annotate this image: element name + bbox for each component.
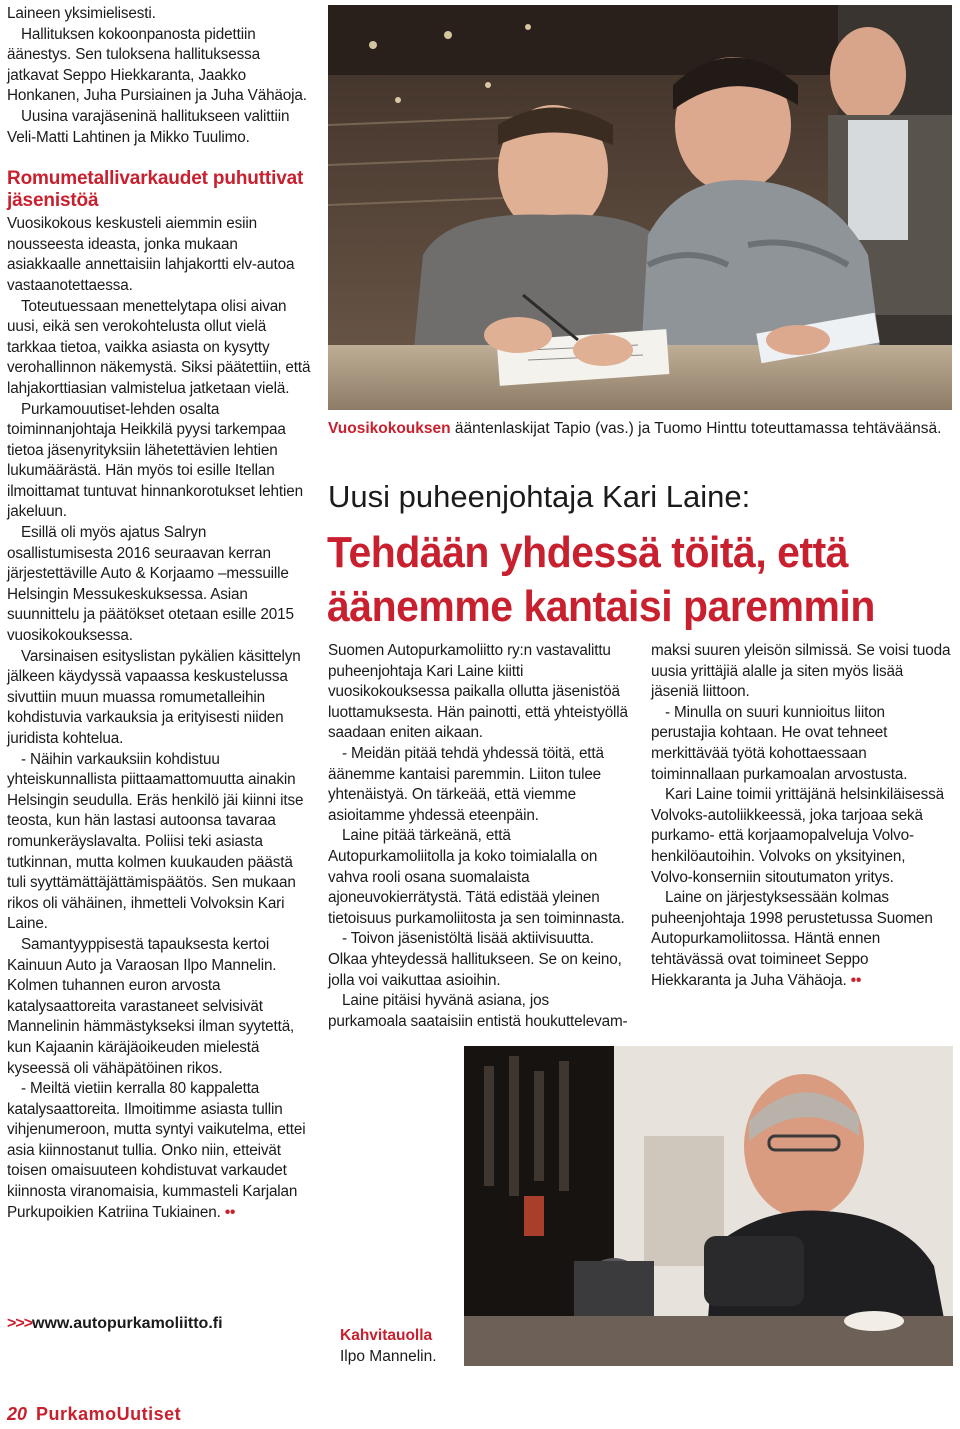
article-headline: Tehdään yhdessä töitä, että äänemme kantaisi paremmin [327, 528, 875, 631]
caption-lead: Kahvitauolla [340, 1327, 433, 1344]
body-paragraph: Esillä oli myös ajatus Salryn osallistumisesta 2016 seuraavan kerran järjestettäville Auto & Korjaamo –messuille Helsingin Messukeskuksessa. Asian suunnittelu ja päätökset otetaan esille 2015 vuosikokouksessa. [7, 524, 294, 645]
photo-vote-counters [328, 5, 952, 410]
bottom-photo-caption [340, 1325, 458, 1367]
body-paragraph: Purkamouutiset-lehden osalta toiminnanjohtaja Heikkilä pyysi tarkempaa tietoa jäsenyrityksiin lähetettävien lehtien lukumäärästä. Hän myös toi esille Itellan ilmoittamat tuntuvat hinnankorotukset lehtien jakeluun. [7, 400, 303, 521]
end-mark: •• [850, 971, 862, 989]
intro-paragraph: Uusina varajäseninä hallitukseen valittiin Veli-Matti Lahtinen ja Mikko Tuulimo. [7, 107, 290, 146]
intro-paragraph: Hallituksen kokoonpanosta pidettiin äänestys. Sen tuloksena hallituksessa jatkavat Seppo Hiekkaranta, Jaakko Honkanen, Juha Pursiainen ja Juha Vähäoja. [7, 25, 307, 105]
body-paragraph: Laine pitäisi hyvänä asiana, jos purkamoala saataisiin entistä houkuttelevam- [328, 992, 628, 1030]
body-paragraph: - Meidän pitää tehdä yhdessä töitä, että äänemme kantaisi paremmin. Liiton tulee yhtenäistyä. On tärkeää, että viemme asioitamme yhdessä eteenpäin. [328, 744, 604, 824]
body-paragraph [651, 888, 951, 991]
top-photo-caption [328, 418, 948, 439]
left-column [7, 4, 311, 1223]
publication-name: PurkamoUutiset [36, 1404, 182, 1424]
article-column-middle [328, 641, 631, 1032]
caption-text: Ilpo Mannelin. [340, 1348, 437, 1365]
intro-paragraph: Laineen yksimielisesti. [7, 5, 156, 22]
page-number: 20 [7, 1404, 28, 1424]
body-paragraph: Laine pitää tärkeänä, että Autopurkamoliitolla ja koko toimialalla on vahva rooli osana suomalaista ajoneuvokierrätystä. Tätä edistää yleinen tietoisuus purkamoliitosta ja sen toiminnasta. [328, 827, 625, 927]
body-paragraph-text: Laine on järjestyksessään kolmas puheenjohtaja 1998 perustetussa Suomen Autopurkamoliitossa. Häntä ennen tehtävässä ovat toimineet Seppo Hiekkaranta ja Juha Vähäoja. [651, 889, 933, 989]
body-paragraph: Toteutuessaan menettelytapa olisi aivan uusi, eikä sen verokohtelusta ollut vielä tarkkaa tietoa, vaikka asiasta on kysytty verohallinnon näkemystä. Siksi päätettiin, että lahjakorttiasian valmistelua jatketaan vielä. [7, 297, 311, 397]
body-paragraph [7, 1079, 311, 1223]
body-paragraph: - Minulla on suuri kunnioitus liiton perustajia kohtaan. He ovat tehneet merkittävää työtä kohottaessaan toiminnallaan purkamoalan arvostusta. [651, 703, 908, 783]
link-arrows: >>> [7, 1315, 33, 1332]
website-url[interactable]: www.autopurkamoliitto.fi [32, 1315, 223, 1332]
body-paragraph: Kari Laine toimii yrittäjänä helsinkiläisessä Volvoks-autoliikkeessä, joka tarjoaa sekä purkamo- että korjaamopalveluja Volvo-henkilöautoihin. Volvoks on yksityinen, Volvo-konserniin sitoutumaton yritys. [651, 786, 944, 886]
caption-lead: Vuosikokouksen [328, 420, 451, 437]
body-paragraph: Vuosikokous keskusteli aiemmin esiin nousseesta ideasta, jonka mukaan asiakkaalle annettaisiin lahjakortti elv-autoa vastaanotettaessa. [7, 215, 295, 294]
website-link[interactable] [7, 1315, 223, 1333]
caption-text: ääntenlaskijat Tapio (vas.) ja Tuomo Hinttu toteuttamassa tehtäväänsä. [454, 420, 942, 437]
body-paragraph: - Näihin varkauksiin kohdistuu yhteiskunnallista piittaamattomuutta ainakin Helsingin seudulla. Eräs henkilö jäi kiinni itse teosta, kun hän lastasi autoonsa tavaraa romunkeräyslavalta. Poliisi teki asiasta tutkinnan, mutta kolmen kuukauden päästä tuli syyttämättäjättämispäätös. Sen mukaan rikos oli vähäinen, ihmetteli Volvoksin Kari Laine. [7, 750, 304, 933]
page-footer [7, 1404, 181, 1425]
body-paragraph: Samantyyppisestä tapauksesta kertoi Kainuun Auto ja Varaosan Ilpo Mannelin. Kolmen tuhannen euron arvosta katalysaattoreita varastaneet selvisivät Mannelinin hämmästykseksi ilman syytettä, kun Kajaanin käräjäoikeuden mielestä kyseessä oli vähäpätöinen rikos. [7, 935, 295, 1077]
article-kicker: Uusi puheenjohtaja Kari Laine: [328, 479, 751, 514]
photo-coffee-break-illustration [464, 1046, 953, 1366]
photo-coffee-break [464, 1046, 953, 1366]
body-paragraph: maksi suuren yleisön silmissä. Se voisi tuoda uusia yrittäjiä alalle ja siten myös lisää jäseniä liittoon. [651, 642, 951, 701]
body-paragraph: - Toivon jäsenistöltä lisää aktiivisuutta. Olkaa yhteydessä hallitukseen. Se on keino, jolla voi vaikuttaa asioihin. [328, 930, 622, 989]
section-subheading: Romumetallivarkaudet puhuttivat jäsenistöä [7, 168, 304, 212]
photo-vote-counters-illustration [328, 5, 952, 410]
body-paragraph: Varsinaisen esityslistan pykälien käsittelyn jälkeen käydyssä vapaassa keskustelussa sivuttiin muun muassa romumetalleihin kohdistuvia varkauksia ja erityisesti niiden juridista kohtelua. [7, 647, 301, 747]
body-paragraph-text: - Meiltä vietiin kerralla 80 kappaletta katalysaattoreita. Ilmoitimme asiasta tullin vihjenumeroon, mutta syntyi vaikutelma, ettei asia kiinnostanut tullia. Onko niin, etteivät toisen omaisuuteen kohdistuvat varkaudet kiinnosta viranomaisia, kummasteli Karjalan Purkupoikien Katriina Tukiainen. [7, 1080, 306, 1221]
article-column-right [651, 641, 951, 991]
end-mark: •• [224, 1203, 236, 1221]
body-paragraph: Suomen Autopurkamoliitto ry:n vastavalittu puheenjohtaja Kari Laine kiitti vuosikokouksessa paikalla ollutta jäsenistöä luottamuksesta. Hän painotti, että yhteistyöllä saadaan eniten aikaan. [328, 642, 628, 742]
